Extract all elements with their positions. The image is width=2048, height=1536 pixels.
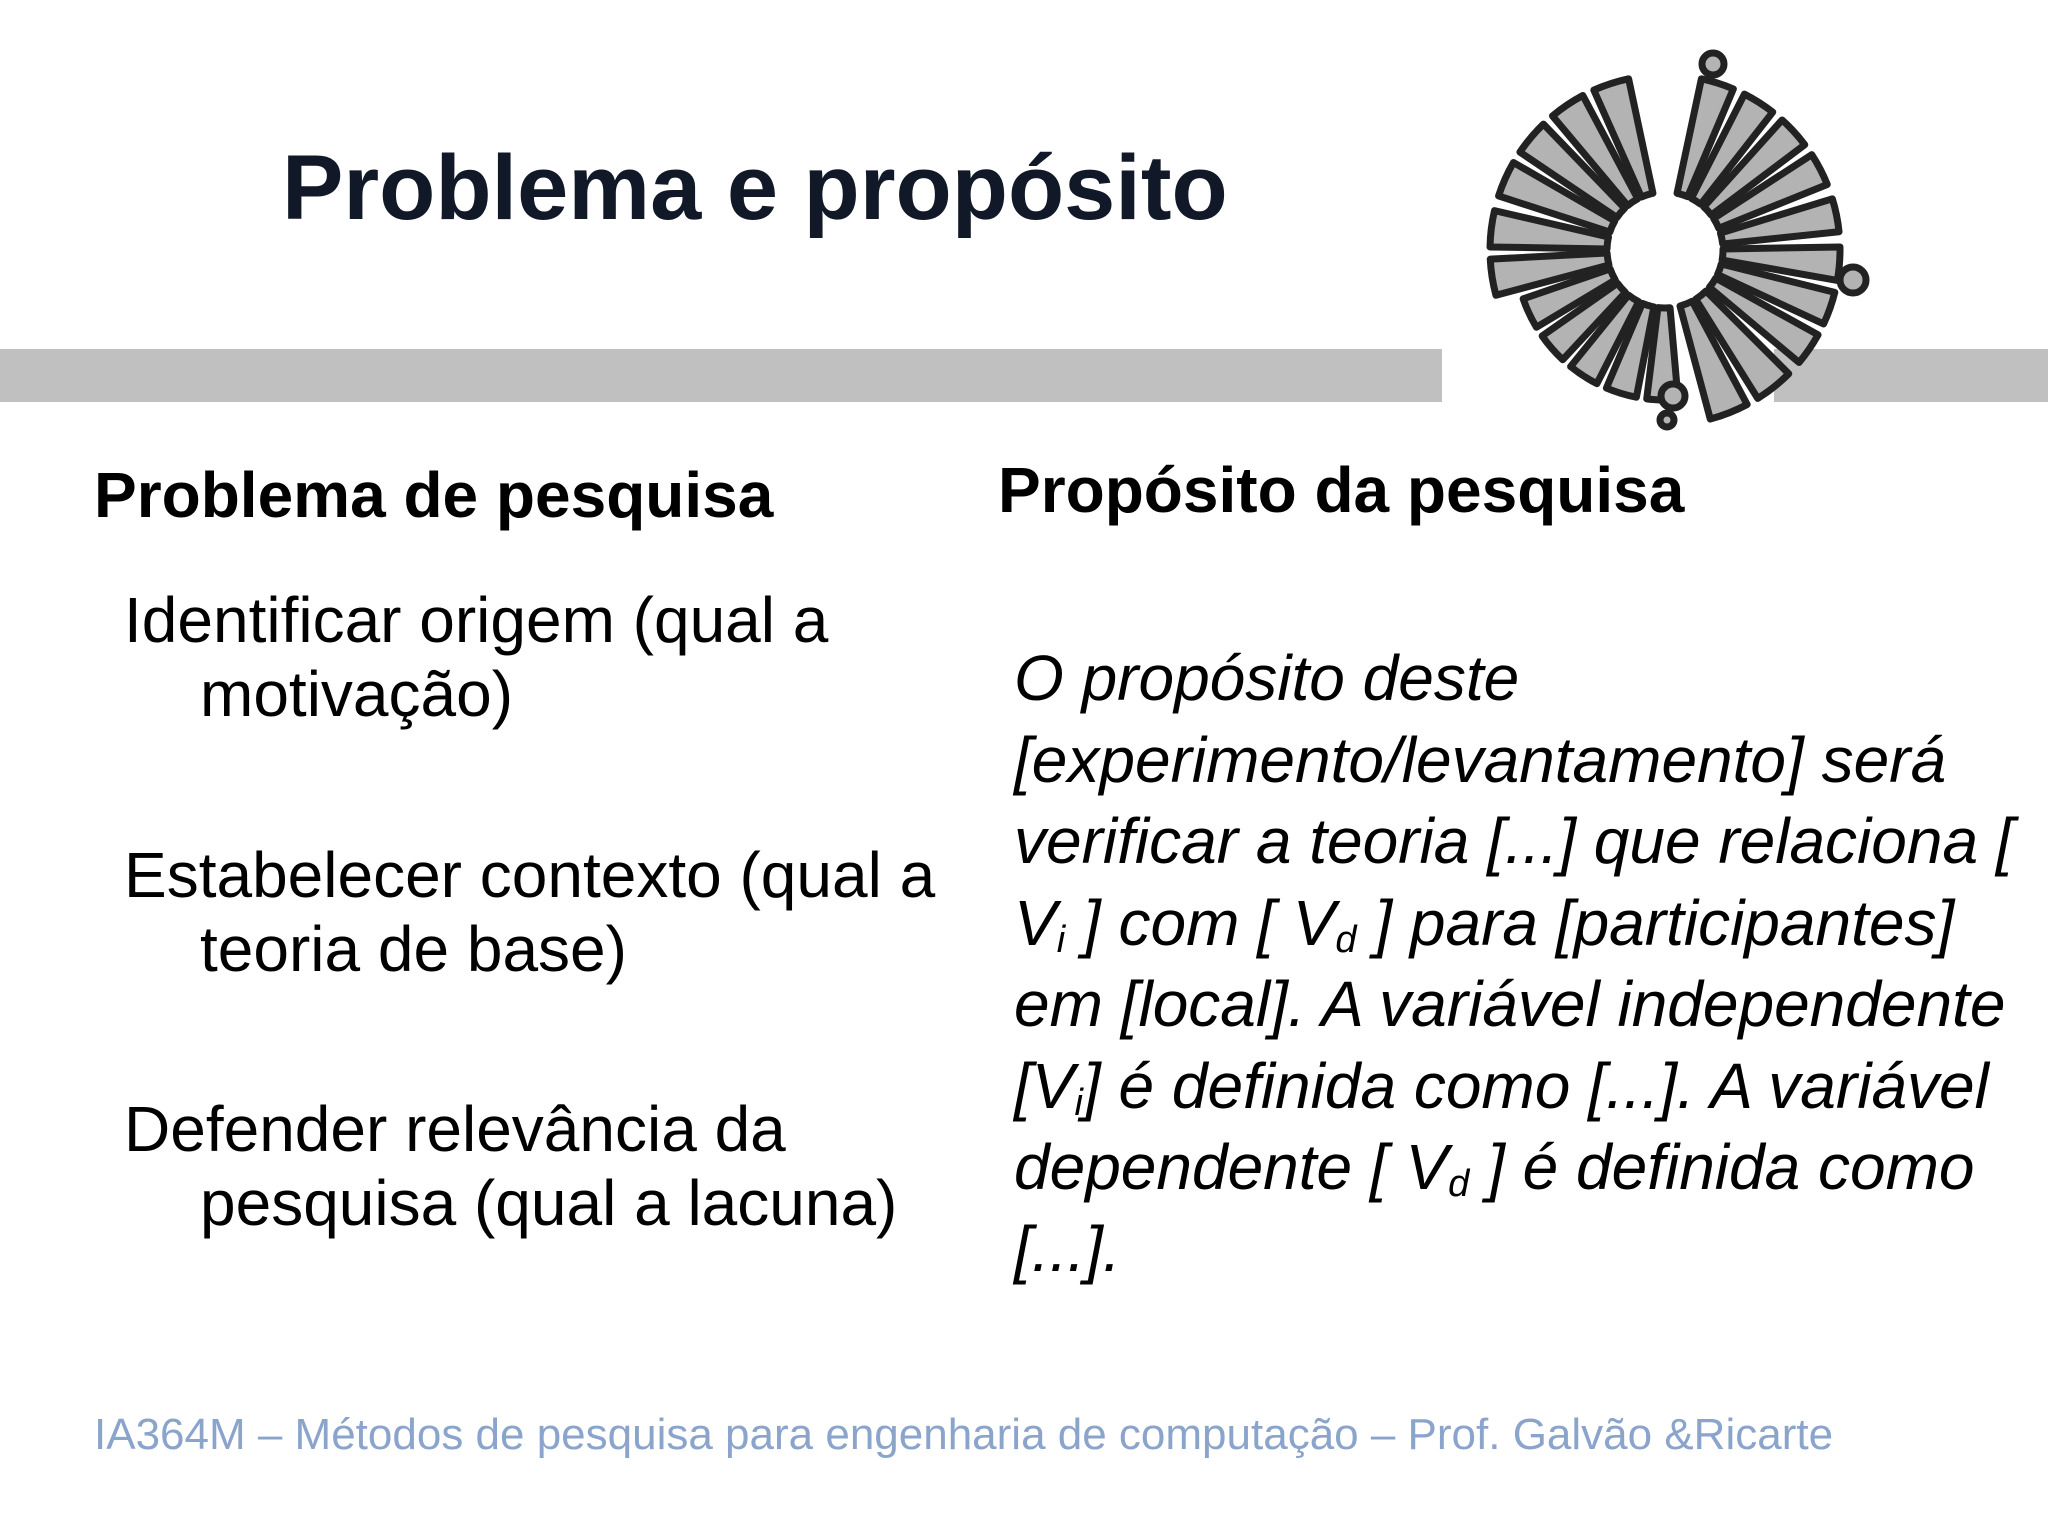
list-item: Identificar origem (qual a motivação): [124, 584, 829, 730]
purpose-text: ] é definida como [...]. A variável dependente [ V: [1014, 1049, 1989, 1203]
subscript: d: [1335, 918, 1357, 961]
purpose-text: ] para [participantes] em [local]. A variável independente [V: [1014, 886, 2006, 1122]
subscript: i: [1056, 918, 1066, 961]
emblem-dot: [1661, 384, 1685, 408]
university-emblem-icon: [1405, 40, 1895, 440]
purpose-text: ] com [ V: [1065, 886, 1336, 959]
slide-title: Problema e propósito: [282, 137, 1228, 239]
emblem-dot: [1702, 53, 1724, 75]
left-column-heading: Problema de pesquisa: [94, 459, 774, 531]
list-item: Defender relevância da pesquisa (qual a lacuna): [124, 1093, 898, 1239]
subscript: i: [1074, 1081, 1083, 1124]
emblem-dot: [1660, 413, 1674, 427]
purpose-text: O propósito deste [experimento/levantamento] será verificar a teoria [...] que relaciona [ V: [1014, 642, 2014, 959]
footer-text: IA364M – Métodos de pesquisa para engenharia de computação – Prof. Galvão &Ricarte: [94, 1410, 1834, 1459]
right-column-heading: Propósito da pesquisa: [998, 454, 1685, 526]
list-item: Estabelecer contexto (qual a teoria de base): [124, 839, 936, 985]
emblem-dot: [1840, 267, 1866, 293]
header-divider-bar: [0, 349, 1442, 402]
purpose-text: ] é definida como [...].: [1014, 1131, 1975, 1285]
purpose-paragraph: [1014, 638, 2014, 1290]
subscript: d: [1448, 1162, 1470, 1205]
